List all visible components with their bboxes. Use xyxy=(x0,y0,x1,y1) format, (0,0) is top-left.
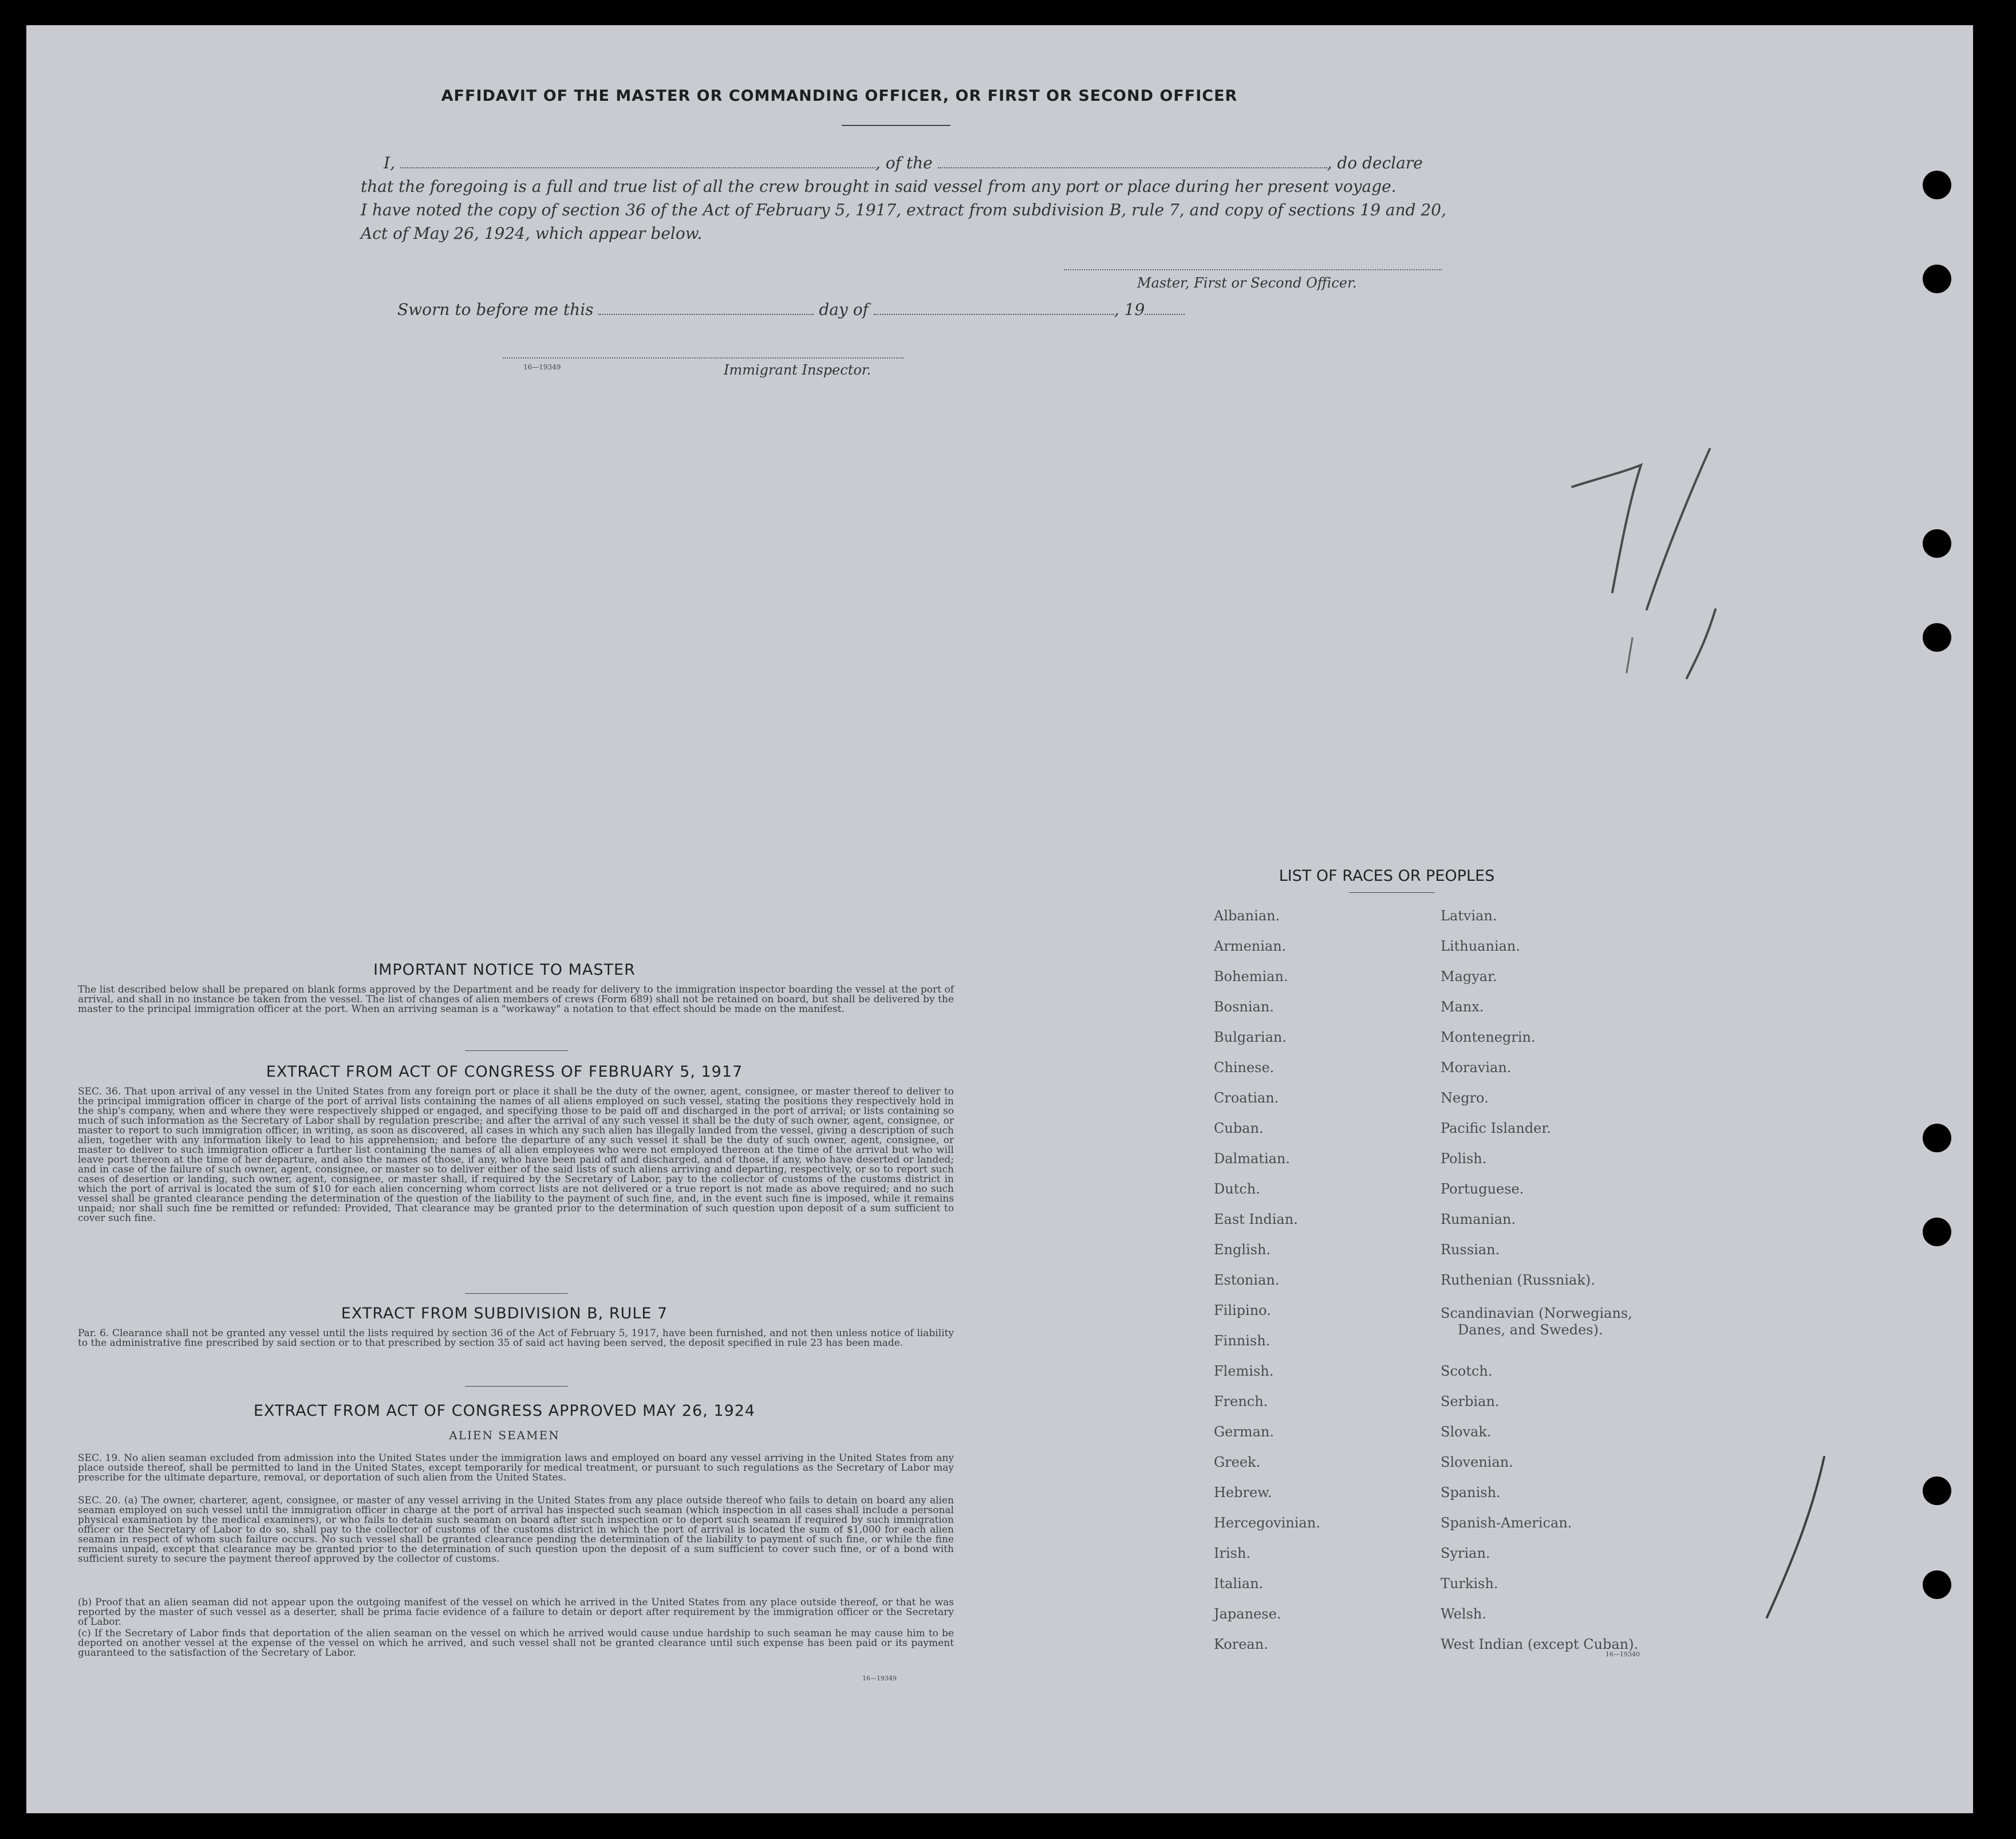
race-item: Japanese. xyxy=(1214,1606,1281,1622)
extract-form-number: 16—19349 xyxy=(862,1675,897,1682)
race-item: English. xyxy=(1214,1242,1271,1258)
extract-rule7-body: Par. 6. Clearance shall not be granted any vessel until the lists required by section 36 of the Act of February 5, 1917, have been furnished, and not then unless notice of liability to the administrative fine prescribed by said section or to that prescribed by section 35 of said act having been served, the deposit specified in rule 23 has been made. xyxy=(78,1328,954,1349)
inspector-label: Immigrant Inspector. xyxy=(724,362,871,378)
race-item: Hercegovinian. xyxy=(1214,1515,1320,1531)
race-item: Montenegrin. xyxy=(1441,1029,1536,1045)
binder-hole xyxy=(1923,1124,1951,1152)
binder-hole xyxy=(1923,623,1951,652)
race-item: Moravian. xyxy=(1441,1060,1512,1076)
race-item: Greek. xyxy=(1214,1454,1261,1470)
race-item: Slovenian. xyxy=(1441,1454,1513,1470)
race-item: Manx. xyxy=(1441,999,1484,1015)
race-item: Spanish. xyxy=(1441,1484,1501,1501)
race-item: German. xyxy=(1214,1424,1274,1440)
race-item: Pacific Islander. xyxy=(1441,1120,1551,1136)
race-item: Korean. xyxy=(1214,1636,1268,1652)
section-divider xyxy=(465,1386,568,1387)
race-item: Albanian. xyxy=(1214,908,1280,924)
race-item: Turkish. xyxy=(1441,1576,1498,1592)
affidavit-title: AFFIDAVIT OF THE MASTER OR COMMANDING OFFICER, OR FIRST OR SECOND OFFICER xyxy=(441,87,1238,105)
sworn-year-field xyxy=(1145,314,1185,315)
race-item: Serbian. xyxy=(1441,1393,1500,1409)
sworn-day-field xyxy=(598,314,814,315)
handwritten-note xyxy=(1561,438,1744,701)
race-item: Cuban. xyxy=(1214,1120,1264,1136)
declaration-line-3: I have noted the copy of section 36 of the Act of February 5, 1917, extract from subdivision B, rule 7, and copy of sections 19 and 20, xyxy=(361,200,1447,219)
sworn-day-label: day of xyxy=(819,300,869,319)
section-divider xyxy=(465,1293,568,1294)
race-item: East Indian. xyxy=(1214,1211,1298,1227)
race-item: West Indian (except Cuban). xyxy=(1441,1636,1639,1652)
races-form-number: 16—19340 xyxy=(1605,1651,1640,1658)
binder-hole xyxy=(1923,171,1951,199)
form-number: 16—19349 xyxy=(523,363,561,371)
race-item: Chinese. xyxy=(1214,1060,1275,1076)
race-item: Bosnian. xyxy=(1214,999,1274,1015)
race-item: Rumanian. xyxy=(1441,1211,1516,1227)
race-item: Armenian. xyxy=(1214,938,1287,954)
declaration-i: I, xyxy=(384,153,395,172)
extract-1924-title: EXTRACT FROM ACT OF CONGRESS APPROVED MAY 26, 1924 xyxy=(253,1402,756,1420)
race-item: Irish. xyxy=(1214,1545,1251,1561)
master-name-field xyxy=(400,155,875,168)
sworn-line xyxy=(397,300,1185,319)
race-item: Welsh. xyxy=(1441,1606,1486,1622)
race-item: Lithuanian. xyxy=(1441,938,1521,954)
race-item: French. xyxy=(1214,1393,1268,1409)
declaration-line-4: Act of May 26, 1924, which appear below. xyxy=(361,224,703,243)
race-item: Filipino. xyxy=(1214,1302,1271,1318)
declaration-do-declare: , do declare xyxy=(1327,153,1423,172)
declaration-line-1 xyxy=(361,151,1466,175)
race-item: Danes, and Swedes). xyxy=(1458,1322,1603,1338)
notice-body: The list described below shall be prepared on blank forms approved by the Department and be ready for delivery to the immigration inspector boarding the vessel at the port of arrival, and shall in no instance be taken from the vessel. The list of changes of alien members of crews (Form 689) shall not be retained on board, but shall be delivered by the master to the principal immigration officer at the port. When an arriving seaman is a "workaway" a notation to that effect should be made on the manifest. xyxy=(78,984,954,1015)
document-page xyxy=(26,25,1973,1813)
inspector-signature-line xyxy=(503,357,904,359)
title-divider xyxy=(842,125,950,126)
vessel-name-field xyxy=(938,155,1327,168)
races-title: LIST OF RACES OR PEOPLES xyxy=(1279,867,1495,885)
race-item: Flemish. xyxy=(1214,1363,1274,1379)
extract-1924-sec20b: (b) Proof that an alien seaman did not appear upon the outgoing manifest of the vessel on which he arrived in the United States from any place outside thereof, or that he was reported by the master of such vessel as a deserter, shall be prima facie evidence of a failure to detain or deport after requirement by the immigration officer or the Secretary of Labor. xyxy=(78,1597,954,1628)
extract-1924-sec20a: SEC. 20. (a) The owner, charterer, agent, consignee, or master of any vessel arriving in the United States from any place outside thereof who fails to detain on board any alien seaman employed on such vessel until the immigration officer in charge at the port of arrival has inspected such seaman (which inspection in all cases shall include a personal physical examination by the medical examiners), or who fails to detain such seaman on board after such inspection or to deport such seaman if required by such immigration officer or the Secretary of Labor to do so, shall pay to the collector of customs of the customs district in which the port of arrival is located the sum of $1,000 for each alien seaman in respect of whom such failure occurs. No such vessel shall be granted clearance pending the determination of the liability to payment of such fine, or while the fine remains unpaid, except that clearance may be granted prior to the determination of such question upon the deposit of a sum sufficient to cover such fine, or of a bond with sufficient surety to secure the payment thereof approved by the collector of customs. xyxy=(78,1495,954,1565)
section-divider xyxy=(465,1050,568,1051)
notice-title: IMPORTANT NOTICE TO MASTER xyxy=(373,961,636,979)
race-item: Portuguese. xyxy=(1441,1181,1524,1197)
handwritten-mark xyxy=(1733,1446,1847,1629)
race-item: Latvian. xyxy=(1441,908,1497,924)
sworn-prefix: Sworn to before me this xyxy=(397,300,594,319)
race-item: Negro. xyxy=(1441,1090,1489,1106)
declaration-line-2: that the foregoing is a full and true list of all the crew brought in said vessel from any port or place during her present voyage. xyxy=(361,177,1396,196)
race-item: Dalmatian. xyxy=(1214,1151,1291,1167)
race-item: Estonian. xyxy=(1214,1272,1280,1288)
master-signature-line xyxy=(1064,269,1442,270)
race-item: Russian. xyxy=(1441,1242,1500,1258)
extract-1917-title: EXTRACT FROM ACT OF CONGRESS OF FEBRUARY 5, 1917 xyxy=(266,1063,743,1081)
race-item: Hebrew. xyxy=(1214,1484,1272,1501)
binder-hole xyxy=(1923,1570,1951,1599)
race-item: Bohemian. xyxy=(1214,968,1288,985)
race-item: Croatian. xyxy=(1214,1090,1279,1106)
extract-1924-subtitle: ALIEN SEAMEN xyxy=(449,1428,560,1442)
race-item: Finnish. xyxy=(1214,1333,1271,1349)
declaration-of-the: , of the xyxy=(875,153,933,172)
race-item: Slovak. xyxy=(1441,1424,1492,1440)
race-item: Polish. xyxy=(1441,1151,1487,1167)
race-item: Dutch. xyxy=(1214,1181,1260,1197)
sworn-year-label: , 19 xyxy=(1114,300,1145,319)
binder-hole xyxy=(1923,1476,1951,1505)
race-item: Scotch. xyxy=(1441,1363,1493,1379)
race-item: Spanish-American. xyxy=(1441,1515,1572,1531)
binder-hole xyxy=(1923,529,1951,558)
races-divider xyxy=(1349,892,1435,893)
race-item: Italian. xyxy=(1214,1576,1264,1592)
race-item: Syrian. xyxy=(1441,1545,1490,1561)
extract-1917-body: SEC. 36. That upon arrival of any vessel in the United States from any foreign port or place it shall be the duty of the owner, agent, consignee, or master thereof to deliver to the principal immigration officer in charge of the port of arrival lists containing the names of all aliens employed on such vessel, stating the positions they respectively hold in the ship's company, when and where they were respectively shipped or engaged, and specifying those to be paid off and discharged in the port of arrival; or lists containing so much of such information as the Secretary of Labor shall by regulation prescribe; and after the arrival of any such vessel it shall be the duty of such owner, agent, consignee, or master to report to such immigration officer, in writing, as soon as discovered, all cases in which any such alien has illegally landed from the vessel, giving a description of such alien, together with any information likely to lead to his apprehension; and before the departure of any such vessel it shall be the duty of such owner, agent, consignee, or master to deliver to such immigration officer a further list containing the names of all alien employees who were not employed thereon at the time of the arrival but who will leave port thereon at the time of her departure, and also the names of those, if any, who have been paid off and discharged, and of those, if any, who have deserted or landed; and in case of the failure of such owner, agent, consignee, or master so to deliver either of the said lists of such aliens arriving and departing, respectively, or so to report such cases of desertion or landing, such owner, agent, consignee, or master shall, if required by the Secretary of Labor, pay to the collector of customs of the customs district in which the port of arrival is located the sum of $10 for each alien concerning whom correct lists are not delivered or a true report is not made as above required; and no such vessel shall be granted clearance pending the determination of the question of the liability to the payment of such fine, and, in the event such fine is imposed, while it remains unpaid; nor shall such fine be remitted or refunded: Provided, That clearance may be granted prior to the determination of such question upon deposit of a sum sufficient to cover such fine. xyxy=(78,1086,954,1224)
race-item: Scandinavian (Norwegians, xyxy=(1441,1305,1632,1321)
affidavit-declaration xyxy=(361,151,1466,245)
race-item: Ruthenian (Russniak). xyxy=(1441,1272,1595,1288)
master-signature-label: Master, First or Second Officer. xyxy=(1137,275,1357,291)
binder-hole xyxy=(1923,265,1951,293)
binder-hole xyxy=(1923,1218,1951,1246)
extract-1924-sec19: SEC. 19. No alien seaman excluded from admission into the United States under the immigration laws and employed on board any vessel arriving in the United States from any place outside thereof, shall be permitted to land in the United States, except temporarily for medical treatment, or pursuant to such regulations as the Secretary of Labor may prescribe for the ultimate departure, removal, or deportation of such alien from the United States. xyxy=(78,1452,954,1483)
race-item: Bulgarian. xyxy=(1214,1029,1287,1045)
extract-1924-sec20c: (c) If the Secretary of Labor finds that deportation of the alien seaman on the vessel on which he arrived would cause undue hardship to such seaman he may cause him to be deported on another vessel at the expense of the vessel on which he arrived, and such vessel shall not be granted clearance until such expense has been paid or its payment guaranteed to the satisfaction of the Secretary of Labor. xyxy=(78,1628,954,1659)
race-item: Magyar. xyxy=(1441,968,1497,985)
extract-rule7-title: EXTRACT FROM SUBDIVISION B, RULE 7 xyxy=(341,1305,668,1322)
sworn-month-field xyxy=(874,314,1114,315)
